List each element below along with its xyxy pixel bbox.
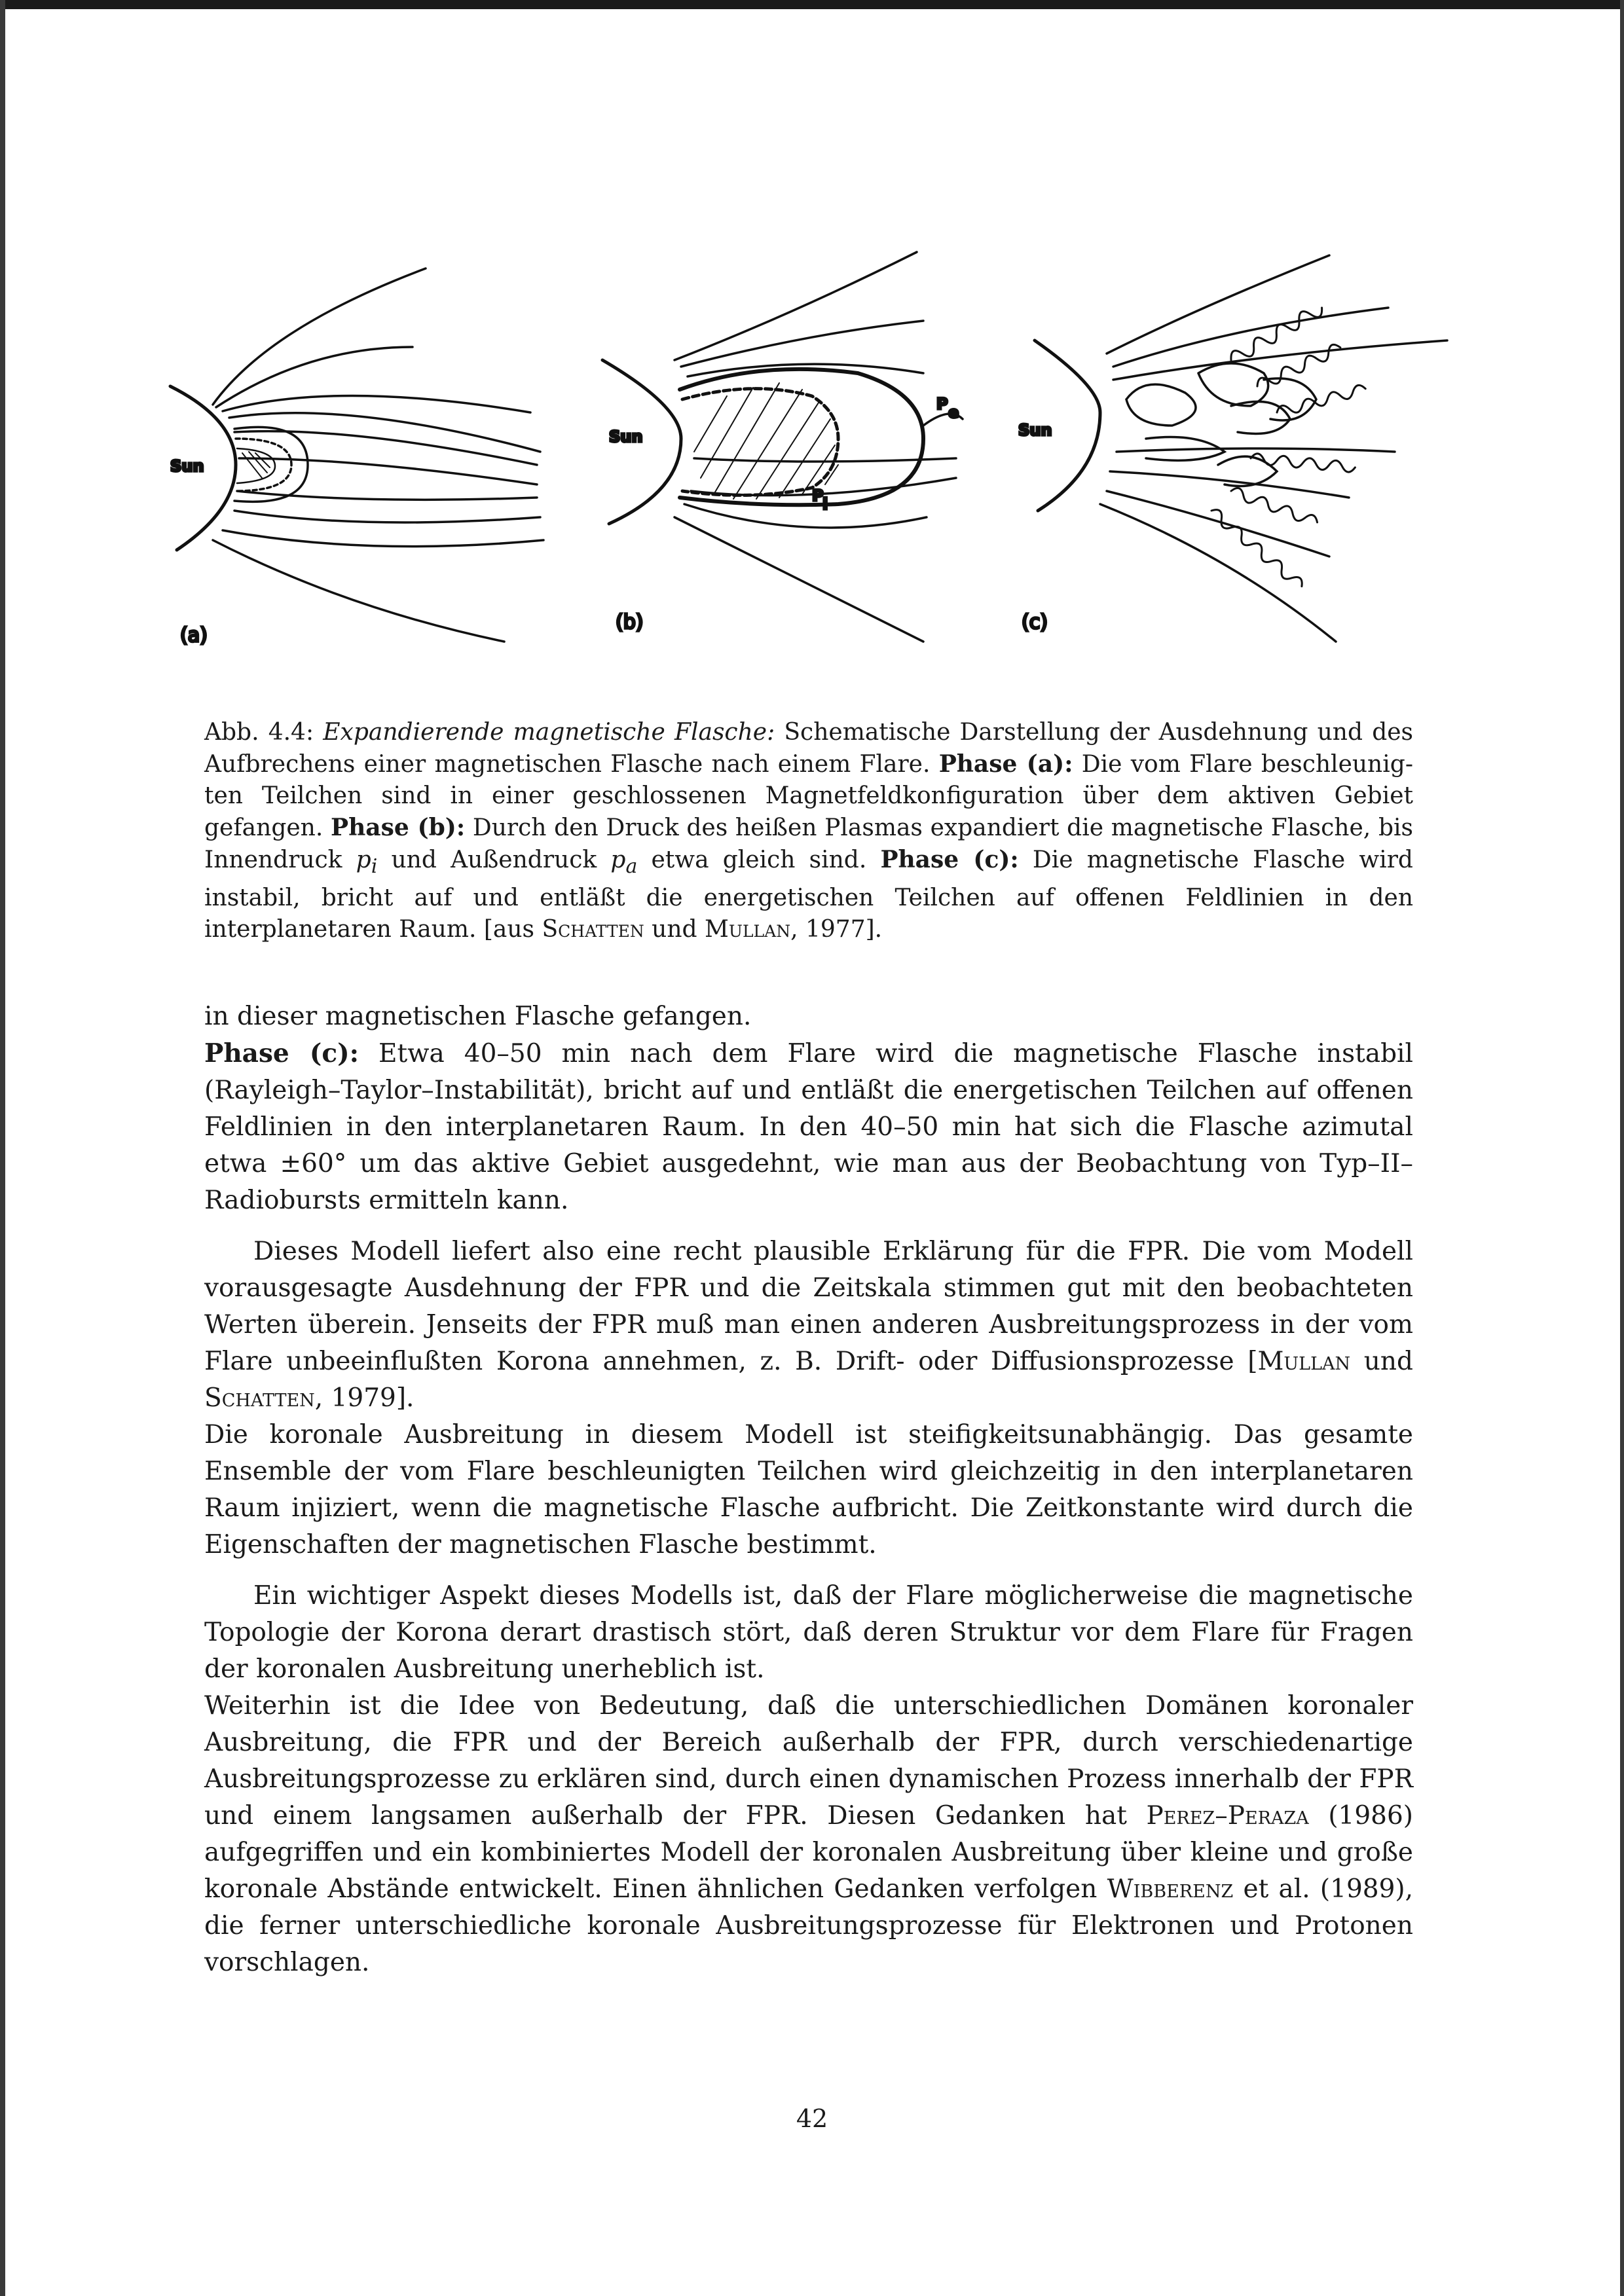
sun-label-b: Sun <box>609 428 643 446</box>
svg-text:e: e <box>948 403 959 422</box>
caption-title: Expandierende magnetische Flasche: <box>323 719 775 746</box>
caption-figure-number: Abb. 4.4: <box>204 719 314 746</box>
pi-label: P <box>812 486 824 505</box>
figure-caption: Abb. 4.4: Expandierende magnetische Flasche: Schematische Darstellung der Ausdehnung und des Aufbrechens einer magnetischen Flasche nach einem Flare. Phase (a): Die vom Flare beschleunigten Teilchen sind in einer geschlossenen Magnetfeldkonfiguration über dem aktiven Gebiet gefangen. Phase (b): Durch den Druck des heißen Plasmas expandiert die magnetische Flasche, bis Innendruck $p_i$ und Außendruck $p_a$ etwa gleich sind. Phase (c): Die magnetische Flasche wird instabil, bricht auf und entläßt die energetischen Teilchen auf offenen Feldlinien in den interplanetaren Raum. [aus Schatten und Mullan, 1977]. <box>204 719 1414 943</box>
page-number: 42 <box>796 2104 828 2133</box>
paragraph-2: Phase (c): Etwa 40–50 min nach dem Flare wird die magnetische Flasche instabil (Rayleigh–Taylor–Instabilität), bricht auf und entläßt die energetischen Teilchen auf offenen Feldlinien in den interplanetaren Raum. In den 40–50 min hat sich die Flasche azimutal etwa ±60° um das aktive Gebiet ausgedehnt, wie man aus der Beobachtung von Typ–II–Radiobursts ermitteln kann. <box>204 1038 1413 1215</box>
panel-b-diagram <box>602 252 963 642</box>
sun-label-a: Sun <box>170 457 204 475</box>
panel-label-a: (a) <box>180 624 208 647</box>
scan-border-top <box>0 0 1624 9</box>
panel-c-diagram <box>1018 255 1447 642</box>
paragraph-5: Ein wichtiger Aspekt dieses Modells ist, daß der Flare möglicherweise die magnetische Topologie der Korona derart drastisch stört, daß deren Struktur vor dem Flare für Fragen der koronalen Ausbreitung unerheblich ist. <box>204 1581 1413 1684</box>
phase-c-label: Phase (c): <box>204 1038 359 1068</box>
panel-c-ruptured-loop <box>1126 384 1196 426</box>
panel-a-field-line <box>213 268 426 405</box>
pe-label: P <box>936 395 948 413</box>
figure-magnetic-bottle <box>151 242 1473 668</box>
panel-a-diagram <box>170 268 544 647</box>
panel-label-b: (b) <box>616 611 644 634</box>
paragraph-6: Weiterhin ist die Idee von Bedeutung, daß die unterschiedlichen Domänen koronaler Ausbreitung, die FPR und der Bereich außerhalb der FPR, durch verschiedenartige Ausbreitungsprozesse zu erklären sind, durch einen dynamischen Prozess innerhalb der FPR und einem langsamen außerhalb der FPR. Diesen Gedanken hat Perez–Peraza (1986) aufgegriffen und ein kombiniertes Modell der koronalen Ausbreitung über kleine und große koronale Abstände entwickelt. Einen ähnlichen Gedanken verfolgen Wibberenz et al. (1989), die ferner unterschiedliche koronale Ausbreitungsprozesse für Elektronen und Protonen vorschlagen. <box>204 1691 1413 1977</box>
sun-label-c: Sun <box>1018 421 1052 439</box>
panel-c-particle-spirals <box>1208 302 1367 590</box>
caption-phase-c: Phase (c): <box>880 846 1019 873</box>
paragraph-3: Dieses Modell liefert also eine recht plausible Erklärung für die FPR. Die vom Modell vorausgesagte Ausdehnung der FPR und die Zeitskala stimmen gut mit den beobachteten Werten überein. Jenseits der FPR muß man einen anderen Ausbreitungsprozess in der vom Flare unbeeinflußten Korona annehmen, z. B. Drift- oder Diffusionsprozesse [Mullan und Schatten, 1979]. <box>204 1237 1413 1413</box>
scan-border-left <box>0 0 5 2296</box>
paragraph-1: in dieser magnetischen Flasche gefangen. <box>204 1002 752 1031</box>
panel-label-c: (c) <box>1022 611 1048 634</box>
caption-phase-a: Phase (a): <box>938 750 1073 778</box>
paragraph-4: Die koronale Ausbreitung in diesem Modell ist steifigkeitsunabhängig. Das gesamte Ensemble der vom Flare beschleunigten Teilchen wird gleichzeitig in den interplanetaren Raum injiziert, wenn die magnetische Flasche aufbricht. Die Zeitkonstante wird durch die Eigenschaften der magnetischen Flasche bestimmt. <box>204 1420 1413 1559</box>
scan-border-right <box>1620 0 1624 2296</box>
caption-phase-b: Phase (b): <box>331 814 466 841</box>
svg-text:i: i <box>822 495 828 513</box>
body-text <box>204 998 1413 1981</box>
